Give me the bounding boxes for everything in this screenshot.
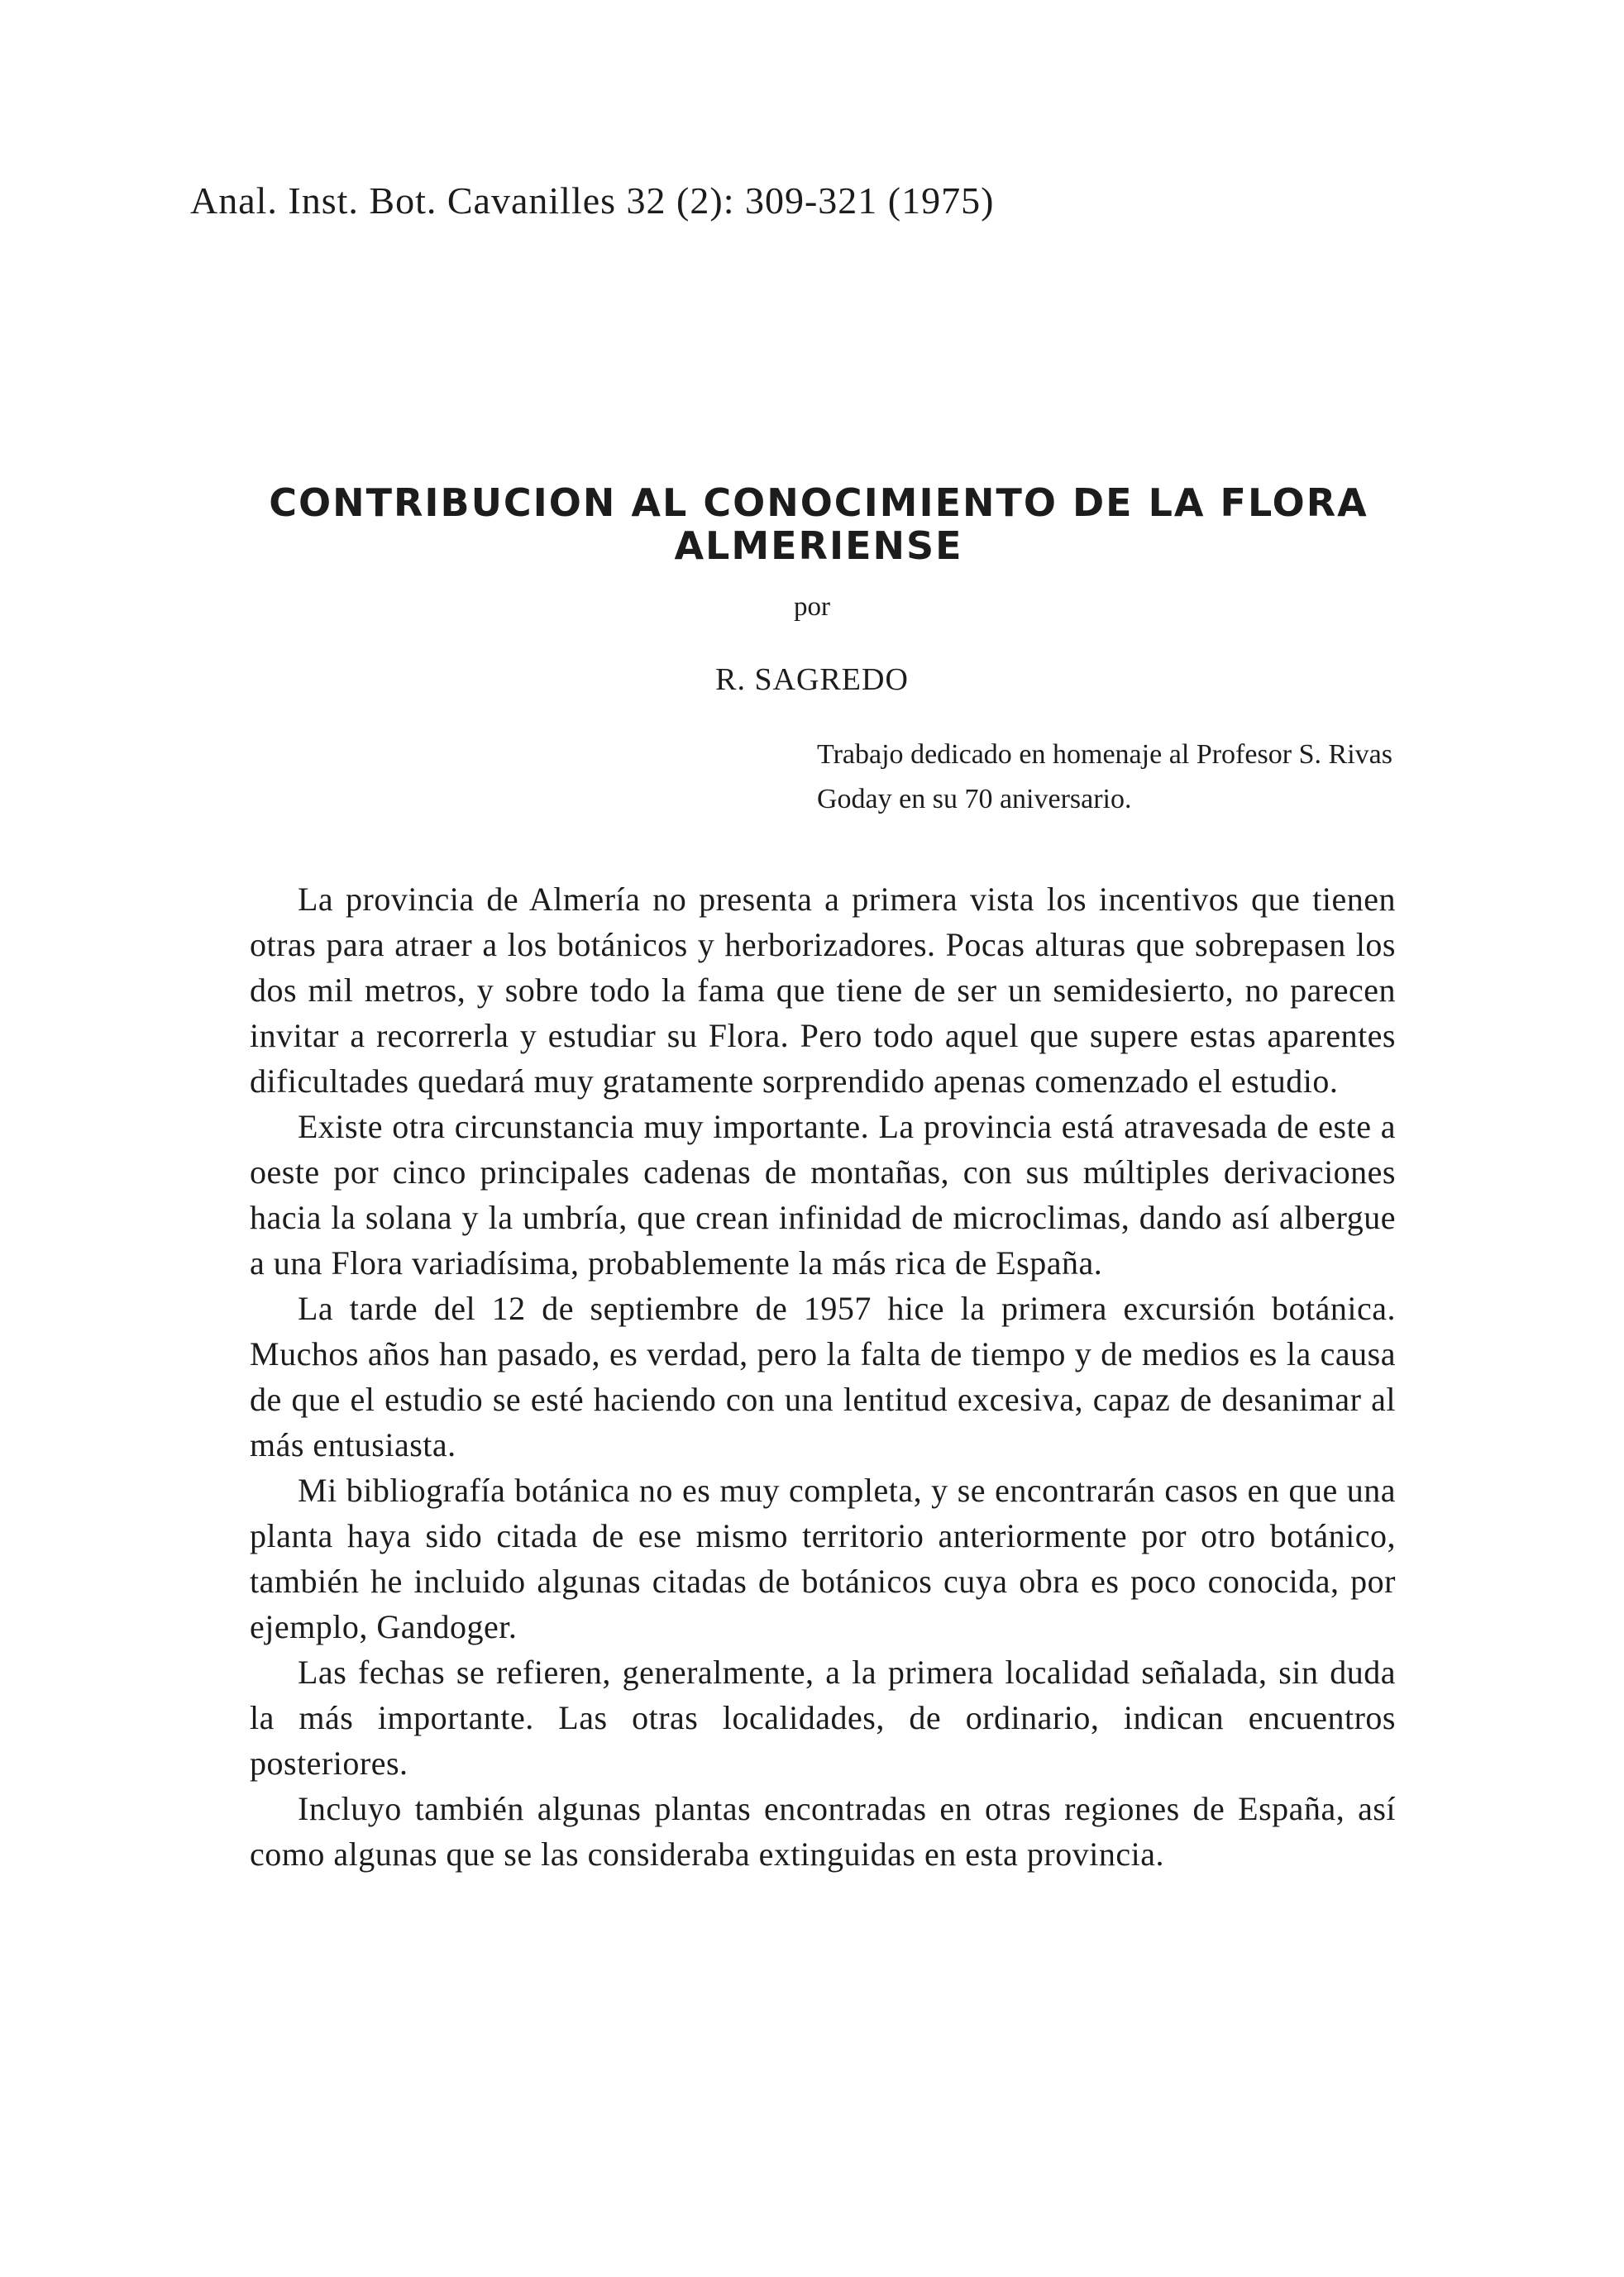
article-title	[248, 481, 1389, 567]
article-title-line-1: CONTRIBUCION AL CONOCIMIENTO DE LA FLORA	[269, 480, 1368, 525]
body-paragraph: Las fechas se refieren, generalmente, a la primera localidad señalada, sin duda la más importante. Las otras localidades, de ordinario, indican encuentros posteriores.	[250, 1654, 1396, 1782]
body-paragraph: La provincia de Almería no presenta a primera vista los incentivos que tienen otras para atraer a los botánicos y herborizadores. Pocas alturas que sobrepasen los dos mil metros, y sobre todo la fama que tiene de ser un semidesierto, no parecen invitar a recorrerla y estudiar su Flora. Pero todo aquel que supere estas aparentes dificultades quedará muy gratamente sorprendido apenas comenzado el estudio.	[250, 881, 1396, 1100]
article-body	[250, 876, 1396, 1877]
journal-citation: Anal. Inst. Bot. Cavanilles 32 (2): 309-321 (1975)	[190, 179, 995, 222]
body-paragraph: Existe otra circunstancia muy importante. La provincia está atravesada de este a oeste por cinco principales cadenas de montañas, con sus múltiples derivaciones hacia la solana y la umbría, que crean infinidad de microclimas, dando así albergue a una Flora variadísima, probablemente la más rica de España.	[250, 1108, 1396, 1282]
body-paragraph: La tarde del 12 de septiembre de 1957 hice la primera excursión botánica. Muchos años han pasado, es verdad, pero la falta de tiempo y de medios es la causa de que el estudio se esté haciendo con una lentitud excesiva, capaz de desanimar al más entusiasta.	[250, 1290, 1396, 1463]
author-name: R. SAGREDO	[715, 662, 909, 697]
body-paragraph: Mi bibliografía botánica no es muy completa, y se encontrarán casos en que una planta haya sido citada de ese mismo territorio anteriormente por otro botánico, también he incluido algunas citadas de botánicos cuya obra es poco conocida, por ejemplo, Gandoger.	[250, 1472, 1396, 1645]
byline-preposition: por	[794, 592, 830, 622]
article-title-line-2: ALMERIENSE	[674, 523, 963, 568]
dedication-note: Trabajo dedicado en homenaje al Profesor S. Rivas Goday en su 70 aniversario.	[817, 739, 1392, 814]
body-paragraph: Incluyo también algunas plantas encontradas en otras regiones de España, así como algunas que se las consideraba extinguidas en esta provincia.	[250, 1790, 1396, 1873]
